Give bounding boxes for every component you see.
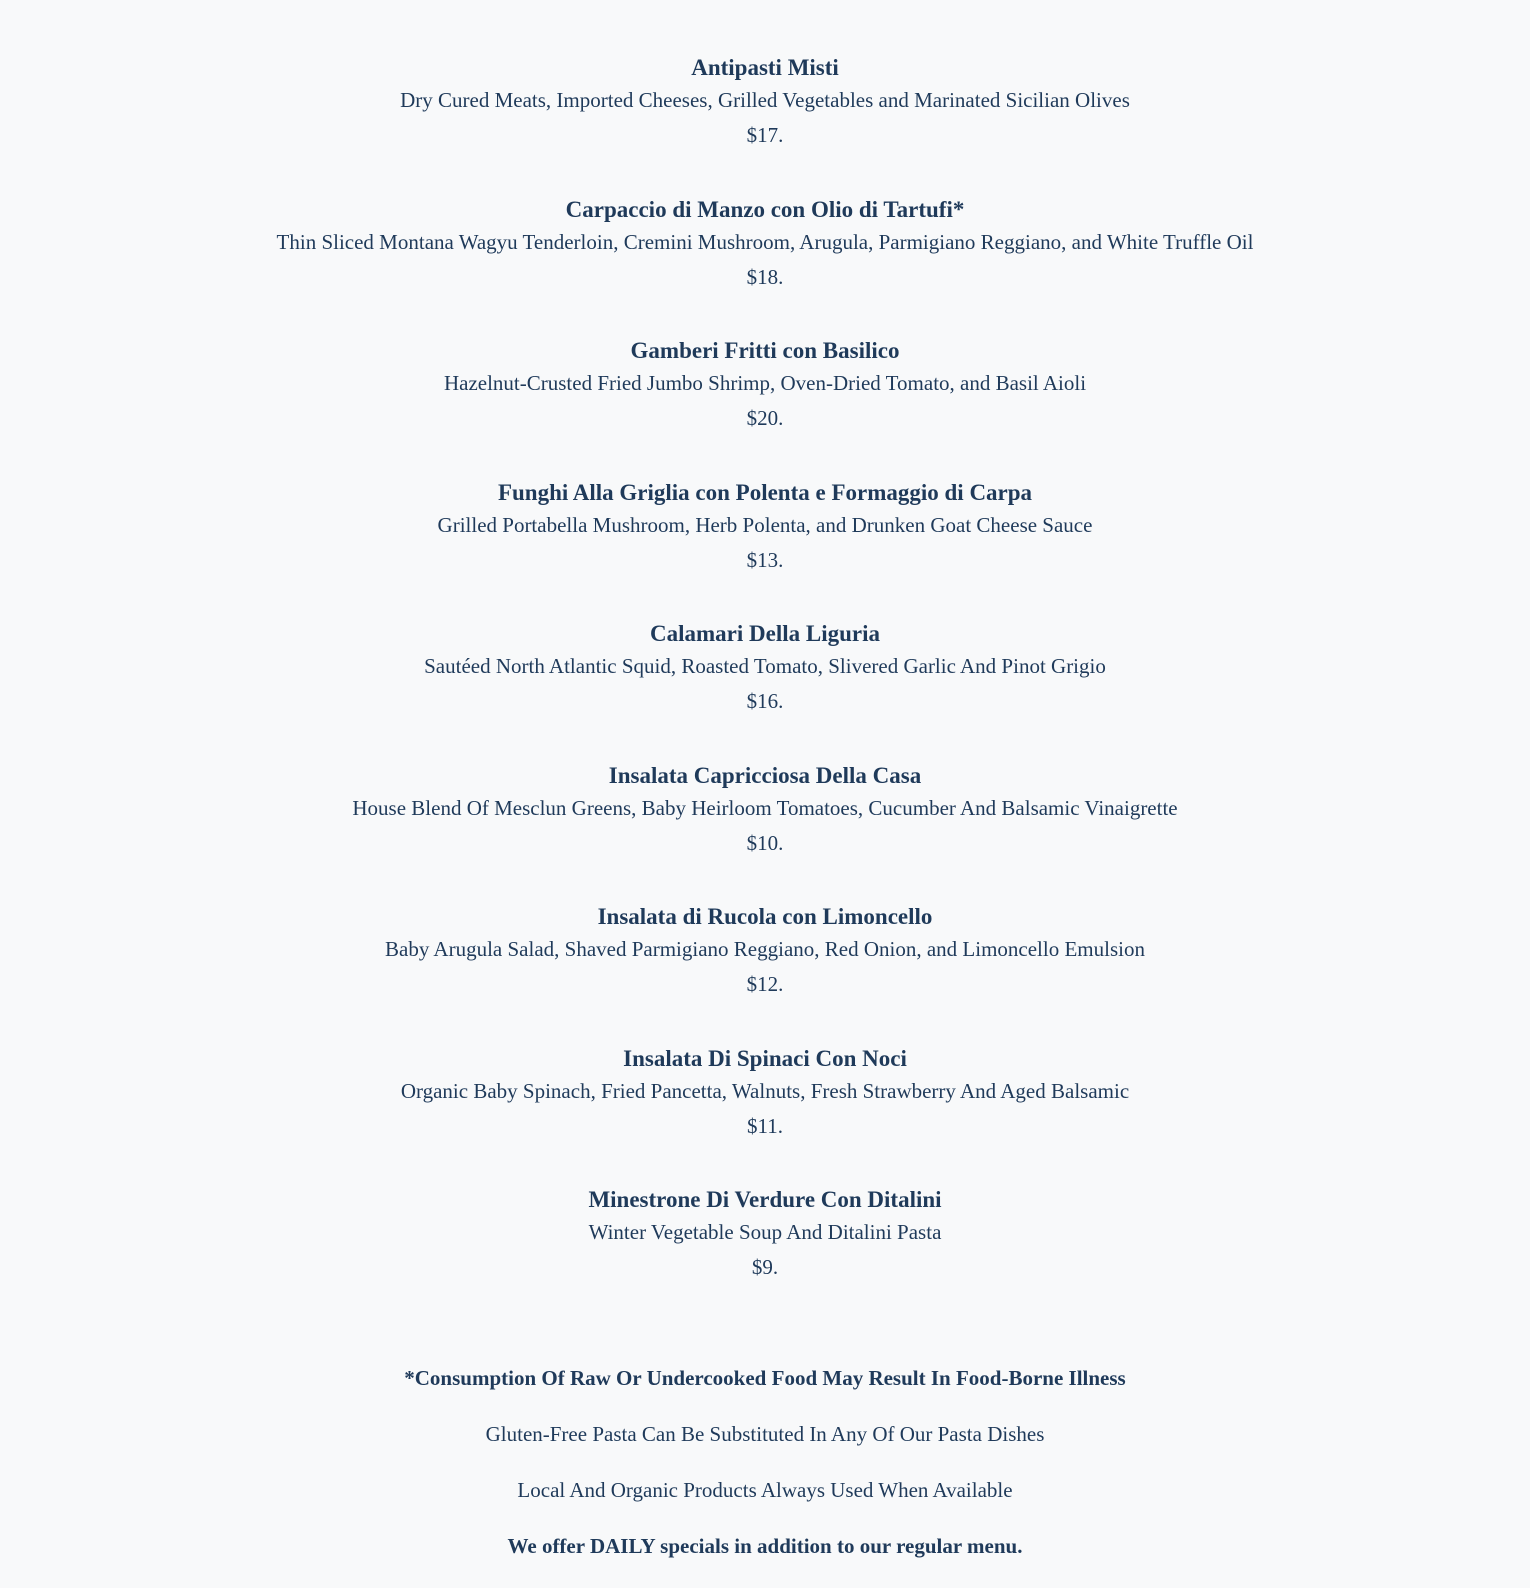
item-price: $18. (746, 264, 784, 289)
menu-item-insalata-rucola (0, 903, 1530, 1045)
item-price: $16. (746, 689, 784, 713)
menu-item-insalata-capricciosa (0, 762, 1530, 904)
item-description: Dry Cured Meats, Imported Cheeses, Grilled Vegetables and Marinated Sicilian Olives (400, 88, 1130, 112)
item-description: Thin Sliced Montana Wagyu Tenderloin, Cremini Mushroom, Arugula, Parmigiano Reggiano, and White Truffle Oil (276, 229, 1254, 254)
menu-notes (0, 1364, 1530, 1588)
menu-item-minestrone (0, 1186, 1530, 1328)
item-description: Sautéed North Atlantic Squid, Roasted Tomato, Slivered Garlic And Pinot Grigio (424, 654, 1106, 678)
item-price: $13. (746, 547, 784, 572)
item-name: Gamberi Fritti con Basilico (630, 338, 900, 363)
menu-item-carpaccio (0, 196, 1530, 338)
daily-specials-note: We offer DAILY specials in addition to our regular menu. (507, 1534, 1023, 1558)
item-name: Insalata Di Spinaci Con Noci (623, 1045, 907, 1071)
item-description: Baby Arugula Salad, Shaved Parmigiano Reggiano, Red Onion, and Limoncello Emulsion (385, 937, 1145, 961)
menu-item-calamari (0, 620, 1530, 762)
item-price: $12. (746, 972, 784, 996)
gluten-free-note: Gluten-Free Pasta Can Be Substituted In Any Of Our Pasta Dishes (485, 1422, 1045, 1446)
item-name: Calamari Della Liguria (650, 621, 880, 646)
item-price: $17. (746, 123, 784, 147)
item-description: Winter Vegetable Soup And Ditalini Pasta (588, 1220, 942, 1244)
item-name: Antipasti Misti (691, 55, 839, 80)
item-price: $20. (746, 406, 784, 430)
item-description: Hazelnut-Crusted Fried Jumbo Shrimp, Oven-Dried Tomato, and Basil Aioli (443, 371, 1087, 395)
item-name: Carpaccio di Manzo con Olio di Tartufi* (565, 196, 965, 222)
menu-item-insalata-spinaci (0, 1045, 1530, 1187)
menu-item-gamberi-fritti (0, 337, 1530, 479)
menu-item-funghi-alla-griglia (0, 479, 1530, 621)
item-price: $9. (751, 1255, 779, 1279)
item-price: $10. (746, 830, 784, 855)
item-name: Insalata Capricciosa Della Casa (608, 762, 922, 788)
item-name: Insalata di Rucola con Limoncello (597, 904, 933, 929)
item-name: Minestrone Di Verdure Con Ditalini (588, 1187, 942, 1212)
raw-food-warning: *Consumption Of Raw Or Undercooked Food May Result In Food-Borne Illness (404, 1366, 1126, 1390)
local-organic-note: Local And Organic Products Always Used When Available (517, 1478, 1013, 1502)
item-price: $11. (747, 1113, 783, 1138)
menu-item-antipasti-misti (0, 54, 1530, 196)
item-name: Funghi Alla Griglia con Polenta e Formaggio di Carpa (497, 479, 1033, 505)
item-description: House Blend Of Mesclun Greens, Baby Heirloom Tomatoes, Cucumber And Balsamic Vinaigrette (352, 795, 1178, 820)
item-description: Organic Baby Spinach, Fried Pancetta, Walnuts, Fresh Strawberry And Aged Balsamic (400, 1078, 1130, 1103)
item-description: Grilled Portabella Mushroom, Herb Polenta, and Drunken Goat Cheese Sauce (437, 512, 1093, 537)
